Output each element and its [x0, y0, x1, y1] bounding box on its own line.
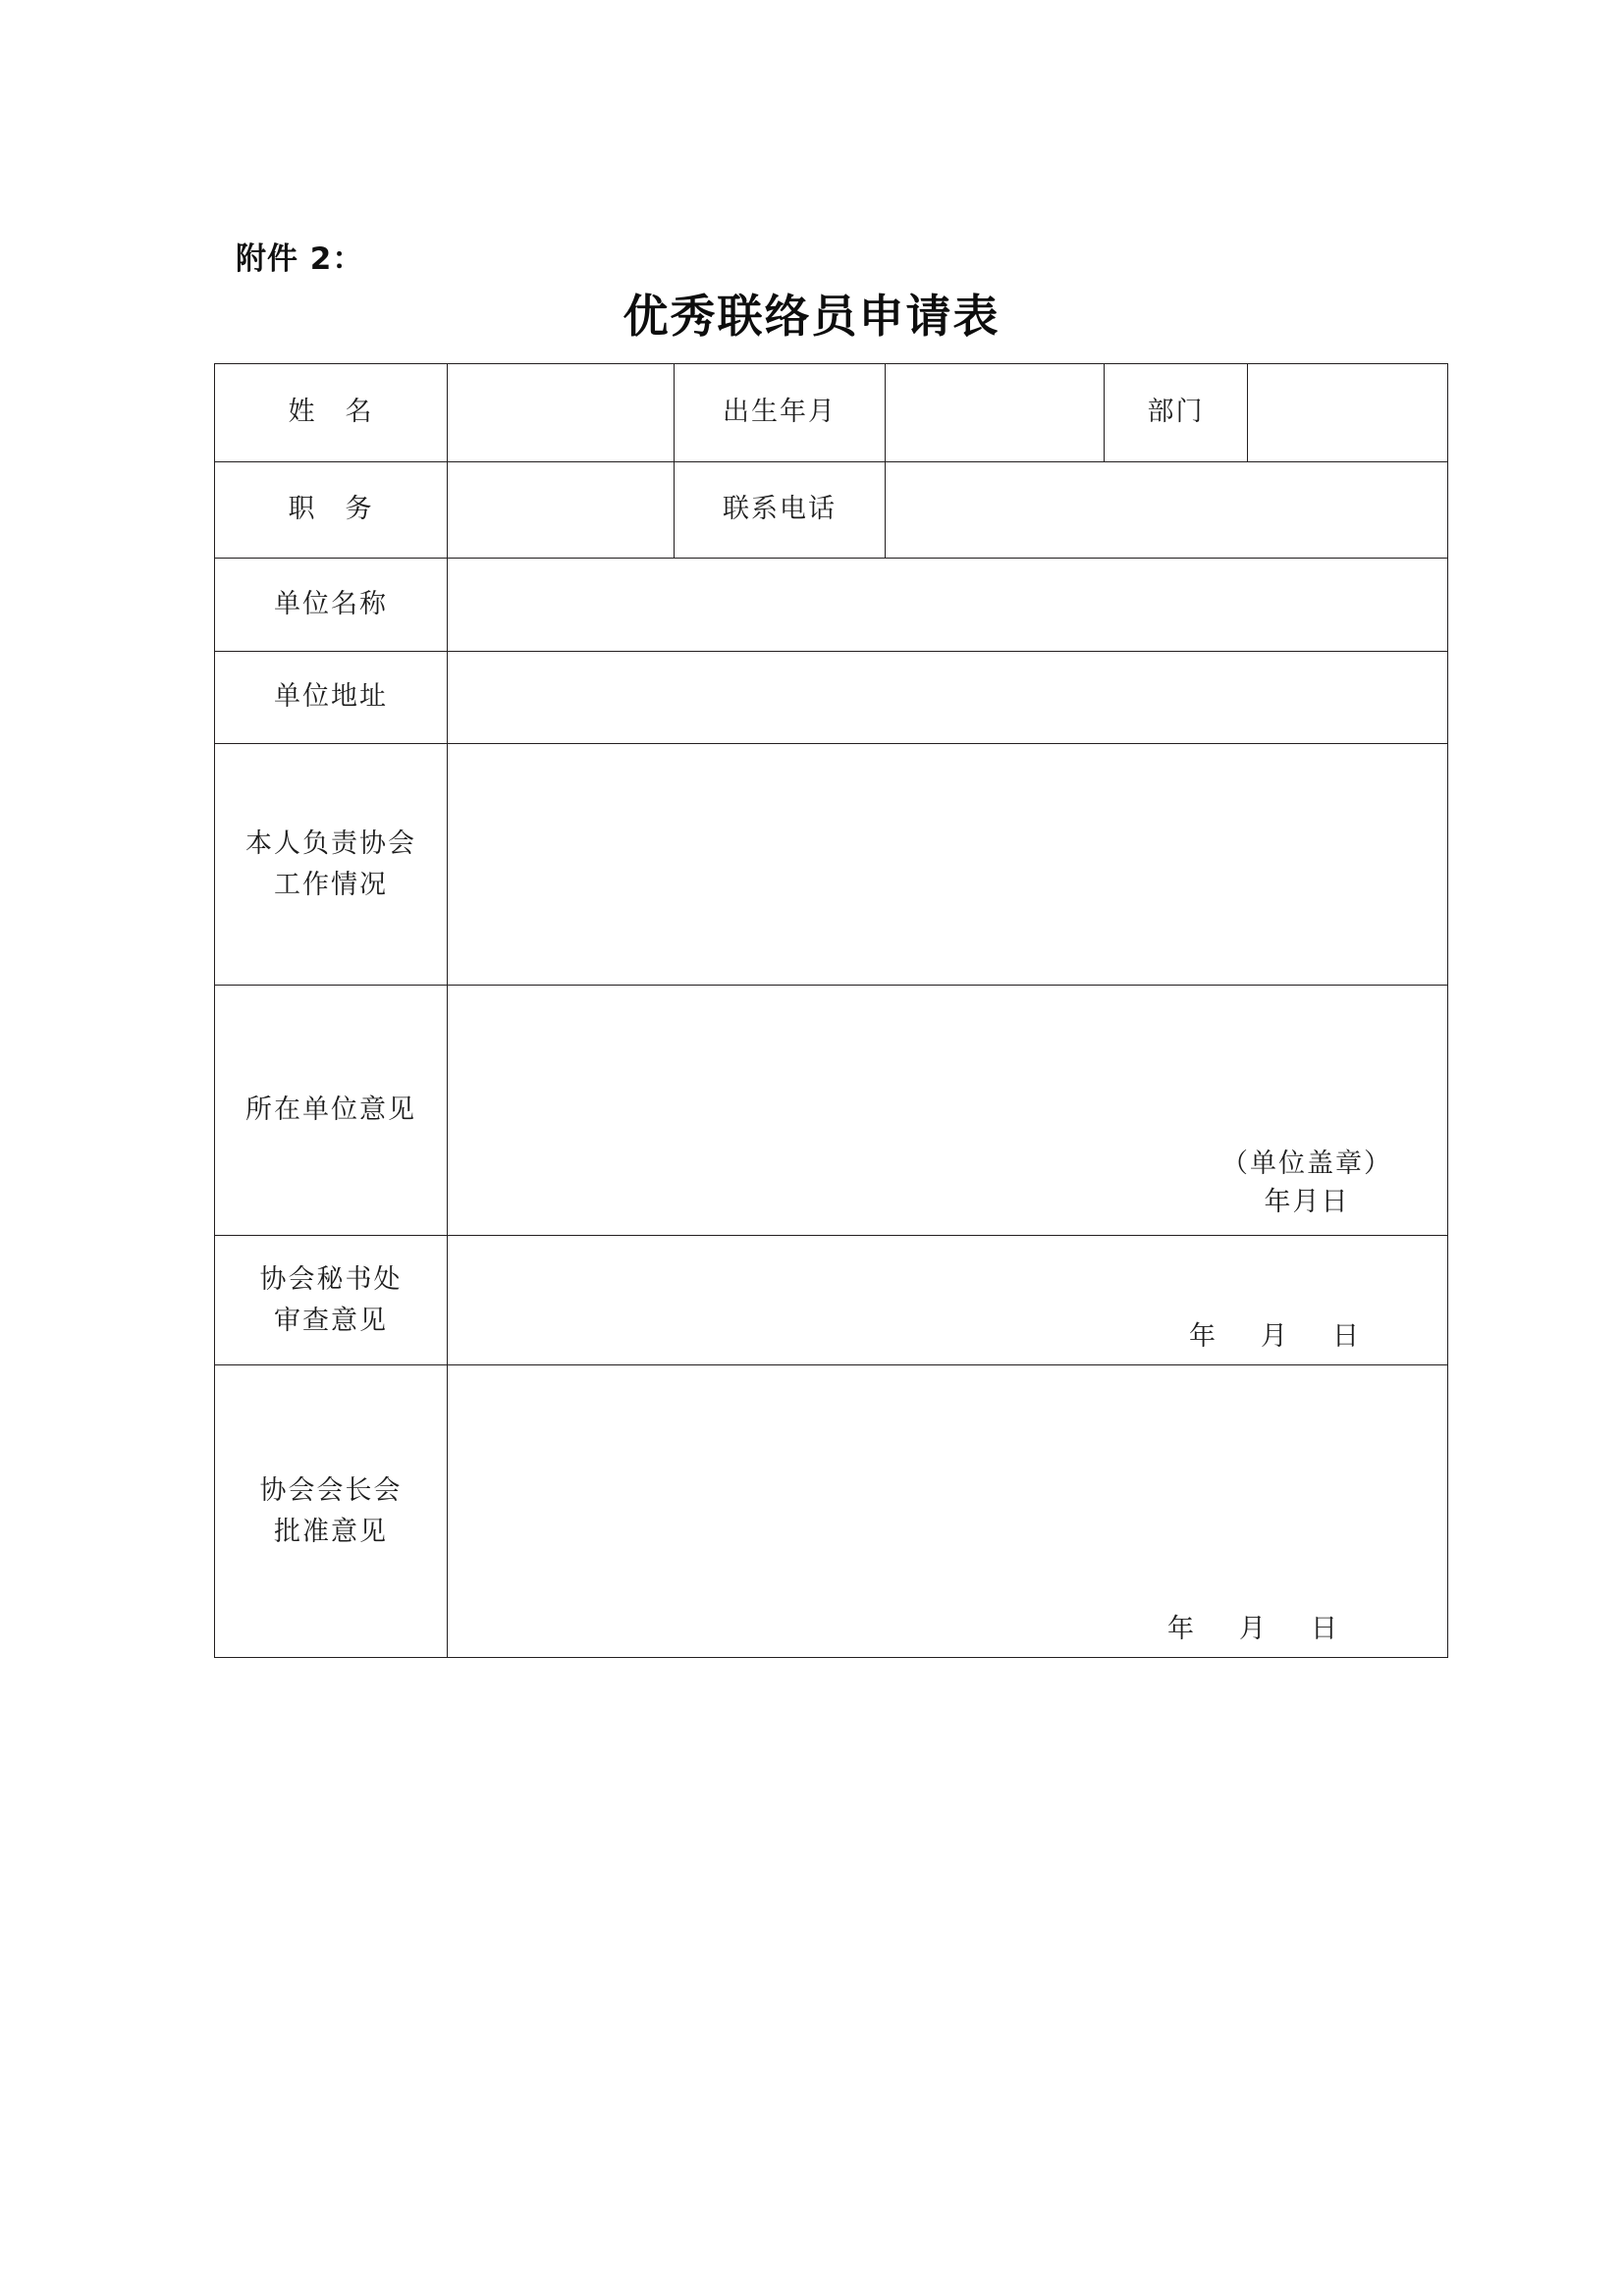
field-department-value[interactable]: [1248, 364, 1448, 462]
table-row-association-work: [215, 744, 1448, 986]
label-secretariat-line2: 审查意见: [274, 1305, 388, 1336]
table-row-unit-opinion: [215, 986, 1448, 1236]
table-row-secretariat-review: [215, 1236, 1448, 1365]
label-unit-opinion: [215, 986, 448, 1236]
label-secretariat-line1: 协会秘书处: [259, 1263, 403, 1295]
field-phone-value[interactable]: [886, 462, 1448, 559]
field-position-value[interactable]: [448, 462, 675, 559]
table-row-president-approval: [215, 1365, 1448, 1658]
table-row-unit-name: [215, 559, 1448, 652]
unit-seal-label: （单位盖章）: [1221, 1148, 1392, 1179]
label-phone-text: 联系电话: [723, 494, 837, 525]
field-name-value[interactable]: [448, 364, 675, 462]
label-birth-date-text: 出生年月: [723, 397, 837, 428]
label-name-text: 姓 名: [288, 397, 374, 428]
field-unit-opinion-value[interactable]: [448, 986, 1448, 1236]
unit-seal-block: [1221, 1145, 1392, 1221]
table-row-unit-address: [215, 652, 1448, 744]
label-association-work-line1: 本人负责协会: [245, 828, 416, 859]
label-department-text: 部门: [1147, 397, 1205, 428]
table-row-identity: [215, 364, 1448, 462]
date-year-label: 年: [1189, 1321, 1217, 1352]
field-president-approval-value[interactable]: [448, 1365, 1448, 1658]
table-row-position: [215, 462, 1448, 559]
label-department: [1105, 364, 1248, 462]
date-month-label: 月: [1292, 1186, 1322, 1217]
label-president-line1: 协会会长会: [259, 1474, 403, 1506]
field-unit-name-value[interactable]: [448, 559, 1448, 652]
label-secretariat-review: [215, 1236, 448, 1365]
label-association-work-line2: 工作情况: [274, 869, 388, 900]
field-unit-address-value[interactable]: [448, 652, 1448, 744]
date-day-label: 日: [1311, 1614, 1339, 1644]
unit-opinion-date-line: [1221, 1183, 1392, 1221]
page-title: 优秀联络员申请表: [622, 290, 1001, 343]
secretariat-date-line: [1189, 1314, 1361, 1353]
date-year-label: 年: [1167, 1614, 1196, 1644]
label-president-line2: 批准意见: [274, 1516, 388, 1547]
label-unit-name-text: 单位名称: [274, 588, 388, 619]
application-form: [214, 363, 1447, 1658]
field-secretariat-review-value[interactable]: [448, 1236, 1448, 1365]
label-unit-name: [215, 559, 448, 652]
date-month-label: 月: [1239, 1614, 1268, 1644]
label-president-approval: [215, 1365, 448, 1658]
label-position: [215, 462, 448, 559]
label-name: [215, 364, 448, 462]
date-day-label: 日: [1332, 1321, 1361, 1352]
field-birth-date-value[interactable]: [886, 364, 1105, 462]
label-unit-address: [215, 652, 448, 744]
date-day-label: 日: [1321, 1186, 1350, 1217]
attachment-label: 附件 2：: [236, 241, 364, 277]
label-position-text: 职 务: [288, 494, 374, 525]
form-table: [214, 363, 1448, 1658]
date-year-label: 年: [1264, 1186, 1293, 1217]
label-association-work: [215, 744, 448, 986]
label-birth-date: [675, 364, 886, 462]
label-unit-address-text: 单位地址: [274, 681, 388, 713]
label-phone: [675, 462, 886, 559]
label-unit-opinion-text: 所在单位意见: [245, 1094, 416, 1125]
date-month-label: 月: [1261, 1321, 1289, 1352]
president-date-line: [1167, 1607, 1339, 1645]
field-association-work-value[interactable]: [448, 744, 1448, 986]
